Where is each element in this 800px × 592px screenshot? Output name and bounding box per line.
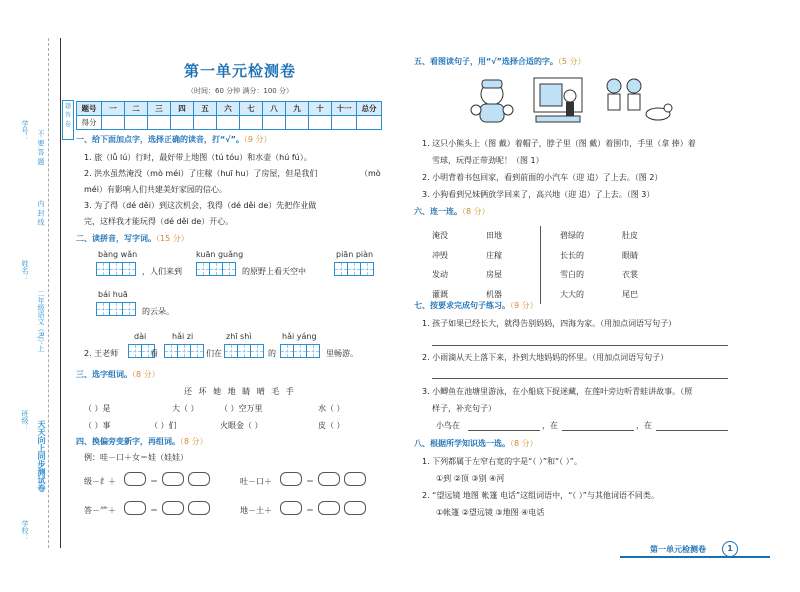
score-cell[interactable] bbox=[332, 116, 357, 130]
match-item[interactable]: 机器 bbox=[486, 289, 502, 299]
s3-r2-1: （ ）事 bbox=[84, 421, 111, 430]
header-cell: 九 bbox=[286, 102, 309, 116]
answer-box[interactable] bbox=[318, 501, 340, 515]
s1-q2a: 2. 洪水虽然淹没（mò méi）了庄稼（huī hu）了房屋，但是我们 bbox=[84, 169, 318, 178]
header-cell: 八 bbox=[263, 102, 286, 116]
s5-q2: 2. 小明背着书包回家，看到前面的小汽车（迎 追）了上去。（图 2） bbox=[422, 173, 663, 182]
class-label: 班级： bbox=[21, 410, 29, 431]
match-col-4 bbox=[622, 226, 638, 304]
header-cell: 四 bbox=[171, 102, 194, 116]
answer-boxes[interactable] bbox=[196, 262, 235, 276]
s2-text-1a: ，人们来到 bbox=[142, 267, 182, 276]
section-7-points: （9 分） bbox=[510, 301, 538, 310]
score-cell[interactable] bbox=[217, 116, 240, 130]
answer-box[interactable] bbox=[344, 472, 366, 486]
section-6-title bbox=[414, 206, 490, 217]
series-label: 天天向上同步测试卷 bbox=[37, 420, 46, 492]
s7-q3d: ，在 bbox=[542, 421, 558, 430]
equals-sign: ＝ bbox=[150, 477, 158, 486]
s8-q2: 2. “望远镜 地图 帐篷 电话”这组词语中，“（ ）”与其他词语不同类。 bbox=[422, 491, 659, 500]
s4-q4: 地－土＋ bbox=[240, 506, 272, 515]
s3-r1-2: 大（ ） bbox=[172, 404, 199, 413]
header-cell: 题号 bbox=[77, 102, 102, 116]
section-7-title bbox=[414, 300, 538, 311]
answer-box[interactable] bbox=[344, 501, 366, 515]
answer-line[interactable] bbox=[468, 430, 540, 431]
s7-q1: 1. 孩子如果已经长大，就得告别妈妈，四海为家。（用加点词语写句子） bbox=[422, 319, 677, 328]
header-cell: 十一 bbox=[332, 102, 357, 116]
s1-q3a: 3. 为了得（dé děi）到这次机会，我得（dé děi de）先把作业做 bbox=[84, 201, 317, 210]
match-item[interactable]: 碧绿的 bbox=[560, 231, 584, 240]
section-6-heading: 六、连一连。 bbox=[414, 207, 462, 216]
answer-boxes[interactable] bbox=[334, 262, 373, 276]
answer-line[interactable] bbox=[562, 430, 634, 431]
side-mini-table bbox=[62, 100, 74, 140]
s3-r1-4: 水（ ） bbox=[318, 404, 345, 413]
score-cell[interactable] bbox=[309, 116, 332, 130]
section-7-heading: 七、按要求完成句子练习。 bbox=[414, 301, 510, 310]
section-5-title bbox=[414, 56, 586, 67]
pinyin-bangwan: bàng wǎn bbox=[98, 250, 138, 259]
s2-text-3d: 的 bbox=[268, 349, 276, 358]
header-cell: 总分 bbox=[357, 102, 382, 116]
answer-boxes[interactable] bbox=[224, 344, 263, 358]
match-col-2 bbox=[486, 226, 502, 304]
seal-line-label: 内 封 线 bbox=[37, 200, 45, 226]
s4-q3: 答－⺮＋ bbox=[84, 506, 116, 515]
match-item[interactable]: 淹没 bbox=[432, 231, 448, 240]
s7-q3e: ，在 bbox=[636, 421, 652, 430]
s8-q2-options[interactable]: ①帐篷 ②望远镜 ③地图 ④电话 bbox=[436, 508, 545, 517]
section-8-heading: 八、根据所学知识选一选。 bbox=[414, 439, 510, 448]
pinyin-zhishi: zhī shì bbox=[226, 332, 252, 341]
s3-r1-3: （ ）空万里 bbox=[220, 404, 263, 413]
s7-q3a: 3. 小鲫鱼在池塘里游泳，在小船底下捉迷藏，在莲叶旁边听青蛙讲故事。（照 bbox=[422, 387, 693, 396]
section-8-title bbox=[414, 438, 538, 449]
section-4-points: （8 分） bbox=[180, 437, 208, 446]
answer-box[interactable] bbox=[162, 472, 184, 486]
answer-line[interactable] bbox=[432, 345, 728, 346]
section-6-points: （8 分） bbox=[462, 207, 490, 216]
s7-q3c: 小鸟在 bbox=[436, 421, 460, 430]
header-cell: 三 bbox=[148, 102, 171, 116]
answer-line[interactable] bbox=[432, 378, 728, 379]
score-cell[interactable] bbox=[263, 116, 286, 130]
section-2-points: （15 分） bbox=[156, 234, 189, 243]
s5-q1a: 1. 这只小熊头上（图 戴）着帽子，脖子里（图 戴）着围巾，手里（拿 捧）着 bbox=[422, 139, 696, 148]
s1-q1: 1. 旅（lǚ lú）行时，最好带上地图（tú tóu）和水壶（hú fú）。 bbox=[84, 153, 312, 162]
header-cell: 二 bbox=[125, 102, 148, 116]
score-cell[interactable] bbox=[286, 116, 309, 130]
match-item[interactable]: 衣裳 bbox=[622, 270, 638, 279]
pinyin-dai: dài bbox=[134, 332, 147, 341]
side-cell: 卷 bbox=[64, 121, 71, 128]
section-4-title bbox=[76, 436, 208, 447]
footer-rule bbox=[620, 556, 770, 558]
s2-text-3e: 里畅游。 bbox=[326, 349, 358, 358]
s3-r2-2: （ ）们 bbox=[150, 421, 177, 430]
grade-subject-label: 二年级语文（RJ）·上 bbox=[37, 290, 45, 352]
score-table bbox=[76, 101, 382, 130]
school-label: 学校： bbox=[21, 520, 29, 541]
pinyin-baihua: bái huā bbox=[98, 290, 128, 299]
match-item[interactable]: 雪白的 bbox=[560, 270, 584, 279]
match-item[interactable]: 发动 bbox=[432, 270, 448, 279]
header-cell: 五 bbox=[194, 102, 217, 116]
s2-text-3c: 们在 bbox=[206, 349, 222, 358]
s2-text-3a: 2. 王老师 bbox=[84, 349, 119, 358]
s3-char-list: 还 坏 她 地 睛 晴 毛 手 bbox=[184, 387, 296, 396]
pinyin-haizi: hǎi zi bbox=[172, 332, 194, 341]
answer-line[interactable] bbox=[656, 430, 728, 431]
section-3-title bbox=[76, 369, 160, 380]
header-cell: 一 bbox=[102, 102, 125, 116]
s1-q2b: méi）有影响人们共建美好家园的信心。 bbox=[84, 185, 227, 194]
score-cell[interactable] bbox=[125, 116, 148, 130]
match-item[interactable]: 庄稼 bbox=[486, 250, 502, 260]
s8-q1-options[interactable]: ①到 ②顶 ③别 ④河 bbox=[436, 474, 505, 483]
s7-q3b: 样子，补充句子） bbox=[432, 404, 496, 413]
section-3-heading: 三、选字组词。 bbox=[76, 370, 132, 379]
score-cell[interactable] bbox=[194, 116, 217, 130]
s1-q2c: （mò bbox=[360, 169, 381, 178]
answer-box[interactable] bbox=[188, 501, 210, 515]
bear-snow-illustration bbox=[462, 76, 522, 126]
section-2-title bbox=[76, 233, 189, 244]
score-cell[interactable] bbox=[240, 116, 263, 130]
section-5-heading: 五、看图读句子，用“√”选择合适的字。 bbox=[414, 57, 558, 66]
answer-boxes[interactable] bbox=[96, 262, 135, 276]
section-3-points: （8 分） bbox=[132, 370, 160, 379]
s8-q1: 1. 下列都属于左窄右宽的字是“（ ）”和“（ ）”。 bbox=[422, 457, 582, 466]
match-item[interactable]: 长长的 bbox=[560, 250, 584, 260]
match-item[interactable]: 大大的 bbox=[560, 289, 584, 299]
pinyin-pianpian: piān piàn bbox=[336, 250, 374, 259]
s4-example: 例：哇－口＋女＝娃（娃娃） bbox=[84, 453, 188, 462]
answer-box[interactable] bbox=[188, 472, 210, 486]
match-divider bbox=[540, 226, 541, 304]
answer-box[interactable] bbox=[124, 472, 146, 486]
score-cell[interactable] bbox=[148, 116, 171, 130]
no-answer-notice: 不 要 答 题 bbox=[37, 130, 45, 165]
s3-r2-4: 皮（ ） bbox=[318, 421, 345, 430]
answer-boxes[interactable] bbox=[280, 344, 319, 358]
match-item[interactable]: 田地 bbox=[486, 231, 502, 240]
score-row-label: 得分 bbox=[77, 116, 102, 130]
margin-divider bbox=[60, 38, 61, 548]
match-item[interactable]: 尾巴 bbox=[622, 289, 638, 299]
s5-q3: 3. 小狗看到兄妹俩放学回来了，高兴地（迎 追）了上去。（图 3） bbox=[422, 190, 655, 199]
equals-sign: ＝ bbox=[150, 506, 158, 515]
s7-q2: 2. 小雨滴从天上落下来，扑到大地妈妈的怀里。（用加点词语写句子） bbox=[422, 353, 669, 362]
section-1-heading: 一、给下面加点字，选择正确的读音，打“√”。 bbox=[76, 135, 244, 144]
match-item[interactable]: 肚皮 bbox=[622, 231, 638, 240]
s3-r1-1: （ ）是 bbox=[84, 404, 111, 413]
s2-text-2: 的云朵。 bbox=[142, 307, 174, 316]
equals-sign: ＝ bbox=[306, 506, 314, 515]
section-8-points: （8 分） bbox=[510, 439, 538, 448]
answer-box[interactable] bbox=[280, 472, 302, 486]
match-item[interactable]: 冲毁 bbox=[432, 250, 448, 260]
match-col-3 bbox=[560, 226, 584, 304]
exam-subtitle: （时间：60 分钟 满分：100 分） bbox=[187, 87, 293, 95]
answer-boxes[interactable] bbox=[164, 344, 203, 358]
pinyin-haiyang: hǎi yáng bbox=[282, 332, 317, 341]
side-cell: 题 bbox=[64, 103, 71, 110]
page-number: 1 bbox=[722, 541, 738, 557]
boy-car-illustration bbox=[532, 76, 584, 126]
section-1-title bbox=[76, 134, 272, 145]
seal-dashed-line bbox=[48, 38, 49, 548]
s4-q1: 级－纟＋ bbox=[84, 477, 116, 486]
header-cell: 六 bbox=[217, 102, 240, 116]
answer-boxes[interactable] bbox=[96, 302, 135, 316]
equals-sign: ＝ bbox=[306, 477, 314, 486]
pinyin-kuanguang: kuān guǎng bbox=[196, 250, 244, 259]
s4-q2: 吐－口＋ bbox=[240, 477, 272, 486]
side-cell: 答 bbox=[64, 112, 71, 119]
score-cell[interactable] bbox=[171, 116, 194, 130]
answer-box[interactable] bbox=[124, 501, 146, 515]
footer-label: 第一单元检测卷 bbox=[650, 545, 706, 554]
match-item[interactable]: 灌溉 bbox=[432, 289, 448, 299]
match-item[interactable]: 房屋 bbox=[486, 270, 502, 279]
s2-text-1b: 的原野上看天空中 bbox=[242, 267, 306, 276]
score-cell[interactable] bbox=[357, 116, 382, 130]
section-1-points: （9 分） bbox=[243, 135, 272, 144]
header-cell: 七 bbox=[240, 102, 263, 116]
s5-q1b: 雪球，玩得正带劲呢！（图 1） bbox=[432, 156, 544, 165]
s3-r2-3: 火眼金（ ） bbox=[220, 421, 263, 430]
section-2-heading: 二、读拼音，写字词。 bbox=[76, 234, 156, 243]
name-label: 姓名： bbox=[21, 260, 29, 281]
score-cell[interactable] bbox=[102, 116, 125, 130]
kids-dog-illustration bbox=[600, 76, 676, 126]
section-5-points: （5 分） bbox=[557, 57, 586, 66]
match-col-1 bbox=[432, 226, 448, 304]
s2-text-3b: 看 bbox=[150, 349, 158, 358]
binding-margin bbox=[0, 0, 60, 592]
answer-box[interactable] bbox=[162, 501, 184, 515]
answer-box[interactable] bbox=[318, 472, 340, 486]
page-title: 第一单元检测卷 bbox=[183, 62, 296, 80]
header-cell: 十 bbox=[309, 102, 332, 116]
s1-q3b: 完，这样我才能玩得（dé děi de）开心。 bbox=[84, 217, 234, 226]
student-id-label: 学号： bbox=[21, 120, 29, 141]
section-4-heading: 四、换偏旁变新字，再组词。 bbox=[76, 437, 180, 446]
match-item[interactable]: 眼睛 bbox=[622, 250, 638, 260]
answer-box[interactable] bbox=[280, 501, 302, 515]
